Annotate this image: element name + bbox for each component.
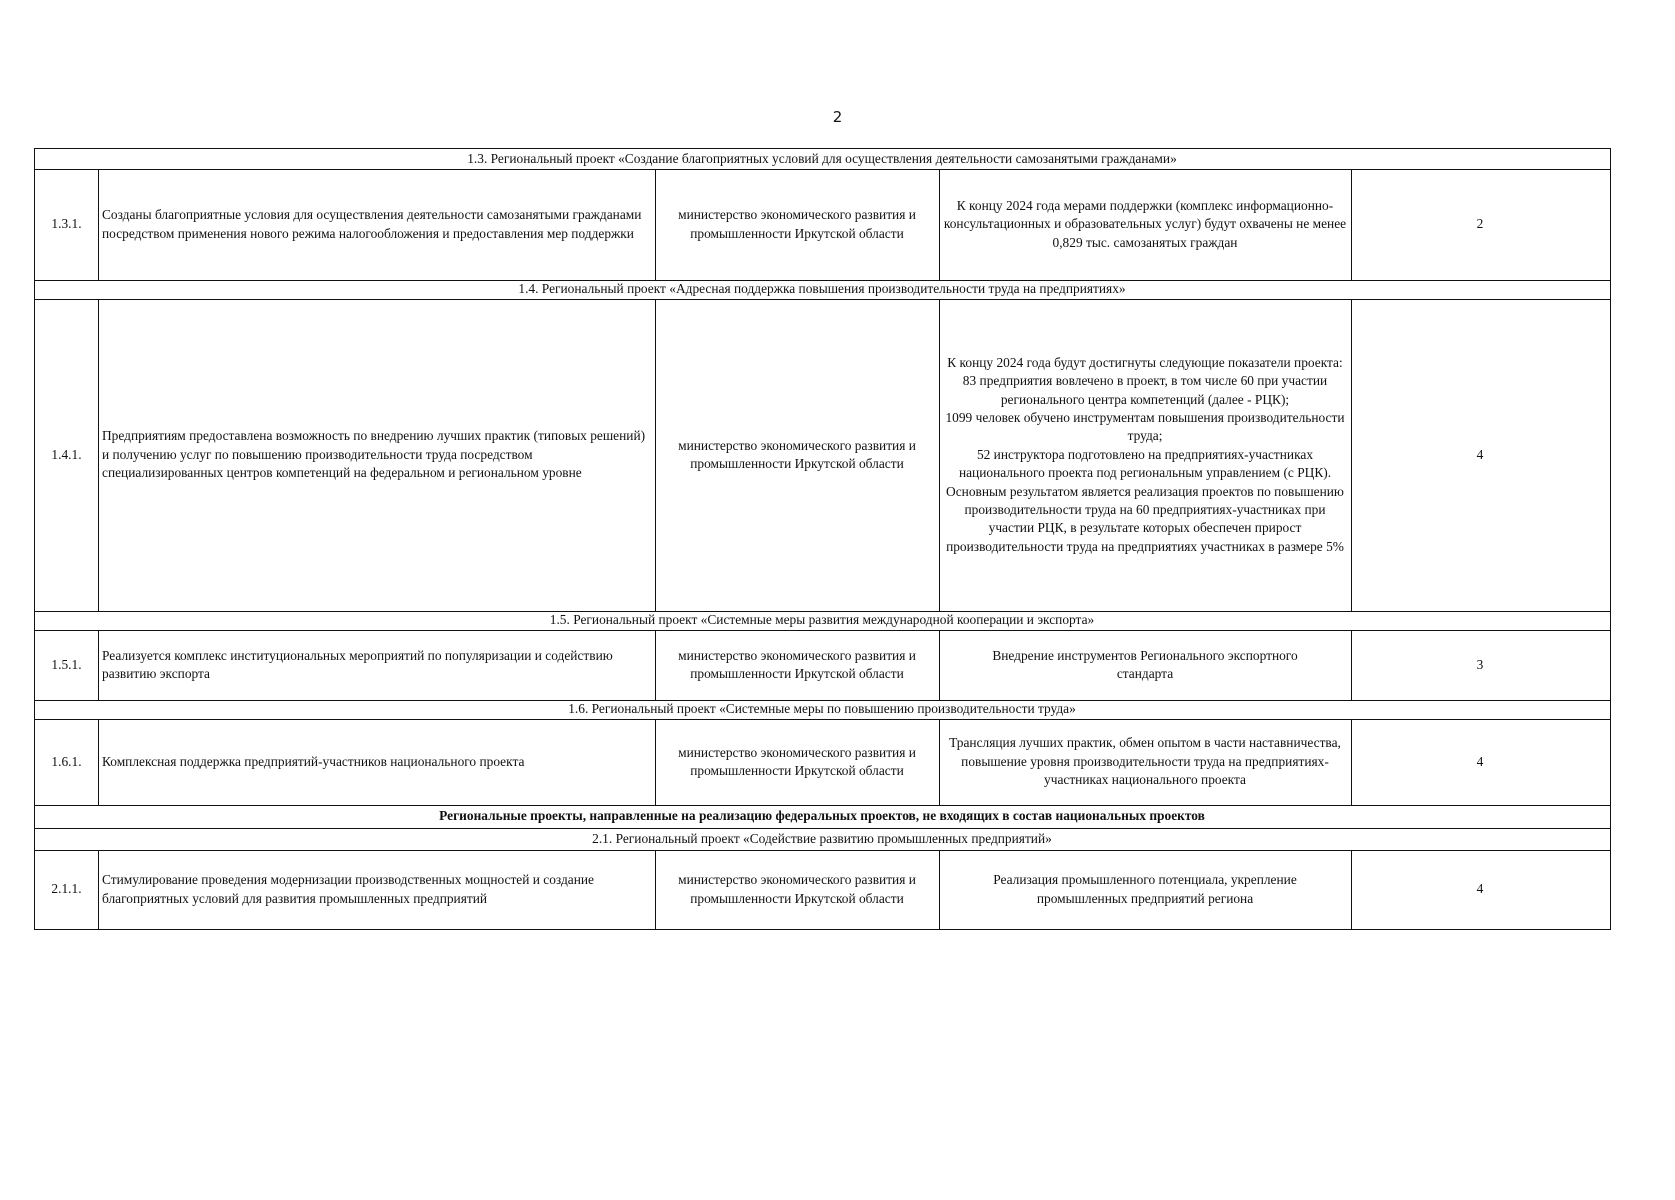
task-text: Комплексная поддержка предприятий-участников национального проекта: [102, 753, 525, 769]
row-number: 1.6.1.: [51, 753, 82, 769]
page-number: 2: [832, 108, 843, 126]
task-text: Реализуется комплекс институциональных мероприятий по популяризации и содействию развитию экспорта: [102, 647, 613, 681]
expected-result: Реализация промышленного потенциала, укрепление промышленных предприятий региона: [993, 872, 1297, 906]
row-number: 1.5.1.: [51, 656, 82, 672]
responsible-executor: министерство экономического развития и промышленности Иркутской области: [678, 437, 916, 471]
projects-table: [34, 148, 1611, 930]
expected-result: К концу 2024 года мерами поддержки (комплекс информационно-консультационных и образовательных услуг) будут охвачены не менее 0,829 тыс. самозанятых граждан: [943, 197, 1347, 250]
task-text: Стимулирование проведения модернизации производственных мощностей и создание благоприятных условий для развития промышленных предприятий: [102, 872, 594, 906]
indicator-link: 4: [1476, 881, 1484, 897]
expected-result: К концу 2024 года будут достигнуты следующие показатели проекта: 83 предприятия вовлечено в проект, в том числе 60 при участии регионального центра компетенций (далее - РЦК); 1099 человек обучено инструментам повышения производительности труда; 52 инструктора подготовлено на предприятиях-участниках национального проекта под региональным управлением (с РЦК). Основным результатом является реализация проектов по повышению производительности труда на 60 предприятиях-участниках при участии РЦК, в результате которых обеспечен прирост производительности труда на предприятиях участниках в размере 5%: [945, 354, 1345, 554]
section-title: 1.6. Региональный проект «Системные меры по повышению производительности труда»: [568, 701, 1076, 717]
task-text: Предприятиям предоставлена возможность по внедрению лучших практик (типовых решений) и получению услуг по повышению производительности труда посредством специализированных центров компетенций на федеральном и региональном уровне: [102, 428, 646, 481]
indicator-link: 2: [1476, 216, 1484, 232]
section-title: 1.3. Региональный проект «Создание благоприятных условий для осуществления деятельности самозанятыми гражданами»: [467, 150, 1177, 166]
responsible-executor: министерство экономического развития и промышленности Иркутской области: [678, 647, 916, 681]
expected-result: Внедрение инструментов Регионального экспортного стандарта: [992, 647, 1298, 681]
row-number: 1.3.1.: [51, 216, 82, 232]
section-title: 2.1. Региональный проект «Содействие развитию промышленных предприятий»: [592, 830, 1052, 846]
task-text: Созданы благоприятные условия для осуществления деятельности самозанятыми гражданами посредством применения нового режима налогообложения и предоставления мер поддержки: [102, 207, 642, 241]
section-title: 1.5. Региональный проект «Системные меры развития международной кооперации и экспорта»: [549, 612, 1095, 628]
indicator-link: 4: [1476, 446, 1484, 462]
indicator-link: 3: [1476, 656, 1484, 672]
responsible-executor: министерство экономического развития и промышленности Иркутской области: [678, 207, 916, 241]
section-title: 1.4. Региональный проект «Адресная поддержка повышения производительности труда на предприятиях»: [518, 281, 1126, 297]
part-heading: Региональные проекты, направленные на реализацию федеральных проектов, не входящих в состав национальных проектов: [439, 808, 1205, 824]
row-number: 1.4.1.: [51, 446, 82, 462]
responsible-executor: министерство экономического развития и промышленности Иркутской области: [678, 872, 916, 906]
expected-result: Трансляция лучших практик, обмен опытом в части наставничества, повышение уровня производительности труда на предприятиях-участниках национального проекта: [949, 735, 1341, 788]
row-number: 2.1.1.: [51, 881, 82, 897]
responsible-executor: министерство экономического развития и промышленности Иркутской области: [678, 744, 916, 778]
indicator-link: 4: [1476, 753, 1484, 769]
